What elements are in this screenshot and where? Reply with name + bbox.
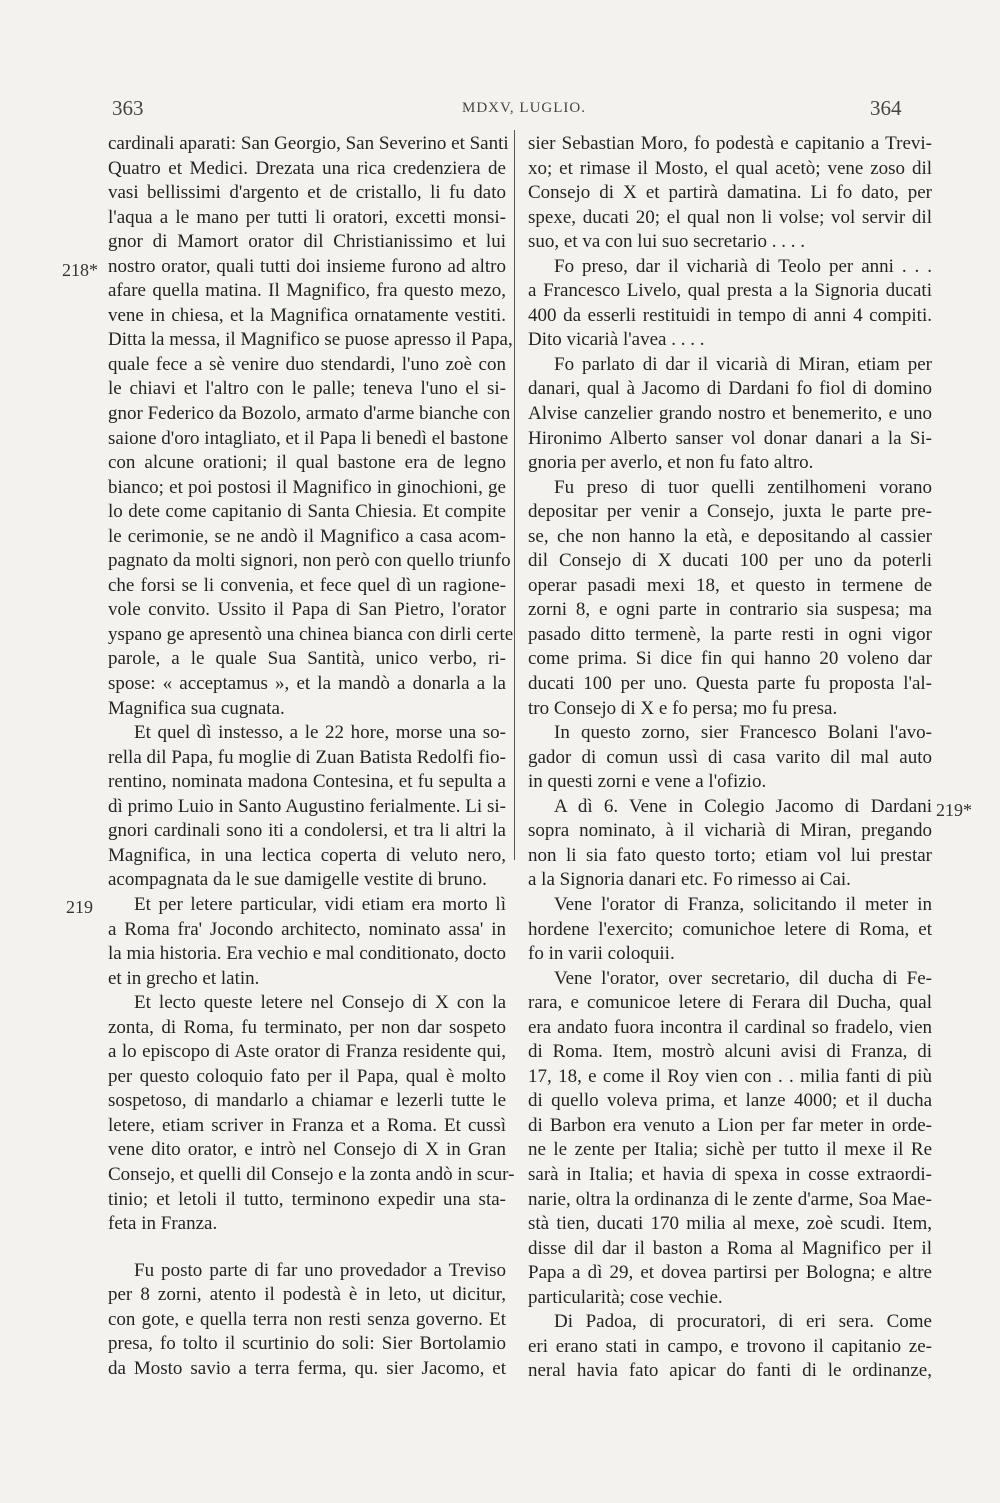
text-line: con alcune orationi; il qual bastone era de legno: [108, 452, 506, 474]
text-line: le cerimonie, se ne andò il Magnifico a casa acom-: [108, 525, 506, 547]
text-line: rara, e comunicoe letere di Ferara dil Ducha, qual: [528, 992, 932, 1014]
text-line: se, che non hanno la età, e depositando al cassier: [528, 525, 932, 547]
text-line: dil Consejo di X ducati 100 per uno da poterli: [528, 550, 932, 572]
text-line: narie, oltra la ordinanza di le zente d'arme, Soa Mae-: [528, 1188, 932, 1210]
text-line: l'aqua a le mano per tutti li oratori, excetti monsi-: [108, 206, 506, 228]
text-line: Dito vicarià l'avea . . . .: [528, 329, 705, 351]
margin-note-219-left: 219: [66, 897, 93, 917]
text-line: hordene l'exercito; comunichoe letere di Roma, et: [528, 918, 932, 940]
text-line: depositar per venir a Consejo, juxta le parte pre-: [528, 501, 932, 523]
text-line: nostro orator, quali tutti doi insieme furono ad altro: [108, 255, 506, 277]
right-column: [528, 132, 932, 1384]
text-line: 17, 18, e come il Roy vien con . . milia fanti di più: [528, 1065, 932, 1087]
text-line: come prima. Si dice fin qui hanno 20 voleno dar: [528, 648, 932, 670]
text-line: gnor Federico da Bozolo, armato d'arme bianche con: [108, 403, 511, 425]
text-line: particularità; cose vechie.: [528, 1286, 723, 1308]
text-line: saione d'oro intagliato, et il Papa li benedì el bastone: [108, 427, 509, 449]
text-line: tinio; et letoli il tutto, terminono expedir una sta-: [108, 1188, 506, 1210]
text-line: Et quel dì instesso, a le 22 hore, morse una so-: [134, 722, 506, 744]
text-line: gador di comun ussì di casa varito dil mal auto: [528, 746, 932, 768]
column-divider: [514, 130, 515, 860]
text-line: Consejo di X et partirà damatina. Li fo dato, per: [528, 182, 932, 204]
text-line: rella dil Papa, fu moglie di Zuan Batista Redolfi fio-: [108, 746, 506, 768]
text-line: zonta, di Roma, fu terminato, per non dar sospeto: [108, 1016, 506, 1038]
text-line: in questi zorni e vene a l'ofizio.: [528, 771, 767, 793]
text-line: operar pasadi mexi 18, et questo in termene de: [528, 574, 932, 596]
text-line: Et per letere particular, vidi etiam era morto lì: [134, 893, 506, 915]
text-line: ducati 100 per uno. Questa parte fu proposta l'al-: [528, 673, 932, 695]
text-line: Fu preso di tuor quelli zentilhomeni vorano: [554, 476, 932, 498]
text-line: pagnato da molti signori, non però con quello triunfo: [108, 550, 511, 572]
page-number-left: 363: [112, 96, 144, 120]
text-line: era andato fuora incontra il cardinal so fradelo, vien: [528, 1016, 932, 1038]
text-line: gnor di Mamort orator dil Christianissimo et lui: [108, 231, 506, 253]
text-line: Et lecto queste letere nel Consejo di X con la: [134, 992, 506, 1014]
text-line: zorni 8, e ogni parte in contrario sia suspesa; ma: [528, 599, 932, 621]
left-column: [108, 132, 515, 1381]
text-line: Di Padoa, di procuratori, di eri sera. Come: [554, 1311, 932, 1333]
text-line: Ditta la messa, il Magnifico se puose apresso il Papa,: [108, 329, 513, 351]
text-line: Vene l'orator di Franza, solicitando il meter in: [554, 893, 932, 915]
text-line: Vene l'orator, over secretario, dil ducha di Fe-: [554, 967, 932, 989]
text-line: Magnifica sua cugnata.: [108, 697, 285, 719]
page-header: [0, 96, 1000, 126]
text-line: sarà in Italia; et havia di spexa in cosse extraordi-: [528, 1163, 932, 1185]
text-line: pasado ditto termenè, la parte resti in ogni vigor: [528, 623, 932, 645]
text-line: vasi bellissimi d'argento et de cristallo, li fu dato: [108, 182, 506, 204]
text-line: disse dil dar il baston a Roma al Magnifico per il: [528, 1237, 932, 1259]
text-line: ne le zente per Italia; sichè per tutto il mexe il Re: [528, 1139, 932, 1161]
text-line: che forsi se li convenia, et fece quel dì un ragione-: [108, 574, 506, 596]
text-line: vene dito orator, e intrò nel Consejo di X in Gran: [108, 1139, 506, 1161]
text-line: 400 da esserli restituidi in tempo di anni 4 compiti.: [528, 304, 932, 326]
text-line: sier Sebastian Moro, fo podestà e capitanio a Trevi-: [528, 133, 932, 154]
paragraph-gap: [108, 1237, 506, 1259]
text-line: non li sia fato questo torto; etiam vol lui prestar: [528, 844, 932, 866]
text-line: eri erano stati in campo, e trovono il capitanio ze-: [528, 1335, 932, 1357]
text-line: gnori cardinali sono iti a condolersi, et tra li altri la: [108, 820, 506, 842]
text-line: Hironimo Alberto sanser vol donar danari a la Si-: [528, 427, 932, 449]
text-line: In questo zorno, sier Francesco Bolani l'avo-: [554, 722, 932, 744]
text-line: per 8 zorni, atento il podestà è in leto, ut dicitur,: [108, 1284, 506, 1306]
text-line: per questo coloquio fato per il Papa, qual è molto: [108, 1065, 506, 1087]
text-line: di Roma. Item, mostrò alcuni avisi di Franza, di: [528, 1041, 932, 1063]
text-line: stà tien, ducati 170 milia al mexe, zoè scudi. Item,: [528, 1213, 932, 1235]
text-line: tro Consejo di X e fo persa; mo fu presa.: [528, 697, 838, 719]
text-line: cardinali aparati: San Georgio, San Severino et Santi: [108, 133, 509, 154]
text-line: A dì 6. Vene in Colegio Jacomo di Dardani: [554, 795, 932, 817]
text-line: di quello voleva prima, et lanze 4000; et il ducha: [528, 1090, 932, 1112]
running-title: MDXV, LUGLIO.: [462, 100, 586, 116]
text-line: spose: « acceptamus », et la mandò a donarla a la: [108, 673, 506, 695]
text-line: Fo preso, dar il vicharià di Teolo per anni . . .: [554, 255, 932, 277]
text-line: vole convito. Ussito il Papa di San Pietro, l'orator: [108, 599, 506, 621]
text-line: a Roma fra' Jocondo architecto, nominato assa' in: [108, 918, 506, 940]
text-line: da Mosto savio a terra ferma, qu. sier Jacomo, et: [108, 1357, 506, 1379]
text-line: presa, fo tolto il scurtinio do soli: Sier Bortolamio: [108, 1333, 506, 1355]
text-line: feta in Franza.: [108, 1213, 218, 1235]
page-number-right: 364: [870, 96, 902, 120]
text-line: Papa a dì 29, et dovea partirsi per Bologna; e altre: [528, 1262, 932, 1284]
text-line: yspano ge apresentò una chinea bianca con dirli certe: [108, 623, 514, 645]
margin-note-219-right: 219*: [936, 800, 972, 820]
text-line: di Barbon era venuto a Lion per far meter in orde-: [528, 1114, 932, 1136]
text-line: gnoria per averlo, et non fu fato altro.: [528, 452, 814, 474]
text-line: sopra nominato, à il vicharià di Miran, pregando: [528, 820, 932, 842]
text-line: rentino, nominata madona Contesina, et fu sepulta a: [108, 771, 506, 793]
text-line: a lo episcopo di Aste orator di Franza residente qui,: [108, 1041, 506, 1063]
text-line: la mia historia. Era vechio e mal conditionato, docto: [108, 943, 506, 965]
text-line: fo in varii coloquii.: [528, 943, 675, 965]
text-line: afare quella matina. Il Magnifico, fra questo mezo,: [108, 280, 506, 302]
text-line: quale fece a sè venire duo stendardi, l'uno zoè con: [108, 353, 506, 375]
text-line: vene in chiesa, et la Magnifica ornatamente vestiti.: [108, 304, 506, 326]
text-line: a Francesco Livelo, qual presta a la Signoria ducati: [528, 280, 932, 302]
text-line: a la Signoria danari etc. Fo rimesso ai Cai.: [528, 869, 851, 891]
text-line: lo dete come capitanio di Santa Chiesia. Et compite: [108, 501, 506, 523]
text-line: con gote, e quella terra non resti senza governo. Et: [108, 1308, 506, 1330]
text-line: bianco; et poi postosi il Magnifico in ginochioni, ge: [108, 476, 506, 498]
text-line: Fu posto parte di far uno provedador a Treviso: [134, 1259, 506, 1281]
text-line: Magnifica, in una lectica coperta di veluto nero,: [108, 844, 506, 866]
text-line: acompagnata da le sue damigelle vestite di bruno.: [108, 869, 487, 891]
margin-note-218: 218*: [62, 260, 98, 280]
text-line: Alvise canzelier grando nostro et benemerito, e uno: [528, 403, 932, 425]
text-line: Fo parlato di dar il vicarià di Miran, etiam per: [554, 353, 932, 375]
text-line: xo; et rimase il Mosto, el qual acetò; vene zoso dil: [528, 157, 932, 179]
text-line: neral havia fato apicar do fanti di le ordinanze,: [528, 1360, 932, 1382]
text-line: sospetoso, di mandarlo a chiamar e lezerli tutte le: [108, 1090, 506, 1112]
text-line: letere, etiam scriver in Franza et a Roma. Et cussì: [108, 1114, 506, 1136]
text-line: Quatro et Medici. Drezata una rica credenziera de: [108, 157, 506, 179]
text-line: le chiavi et l'altro con le palle; teneva l'uno el si-: [108, 378, 506, 400]
text-line: danari, qual à Jacomo di Dardani fo fiol di domino: [528, 378, 932, 400]
text-line: parole, a le quale Sua Santità, unico verbo, ri-: [108, 648, 506, 670]
text-line: et in grecho et latin.: [108, 967, 260, 989]
text-line: suo, et va con lui suo secretario . . . .: [528, 231, 806, 253]
text-line: dì primo Luio in Santo Augustino ferialmente. Li si-: [108, 795, 506, 817]
text-line: spexe, ducati 20; el qual non li volse; vol servir dil: [528, 206, 932, 228]
text-line: Consejo, et quelli dil Consejo e la zonta andò in scur-: [108, 1163, 515, 1185]
